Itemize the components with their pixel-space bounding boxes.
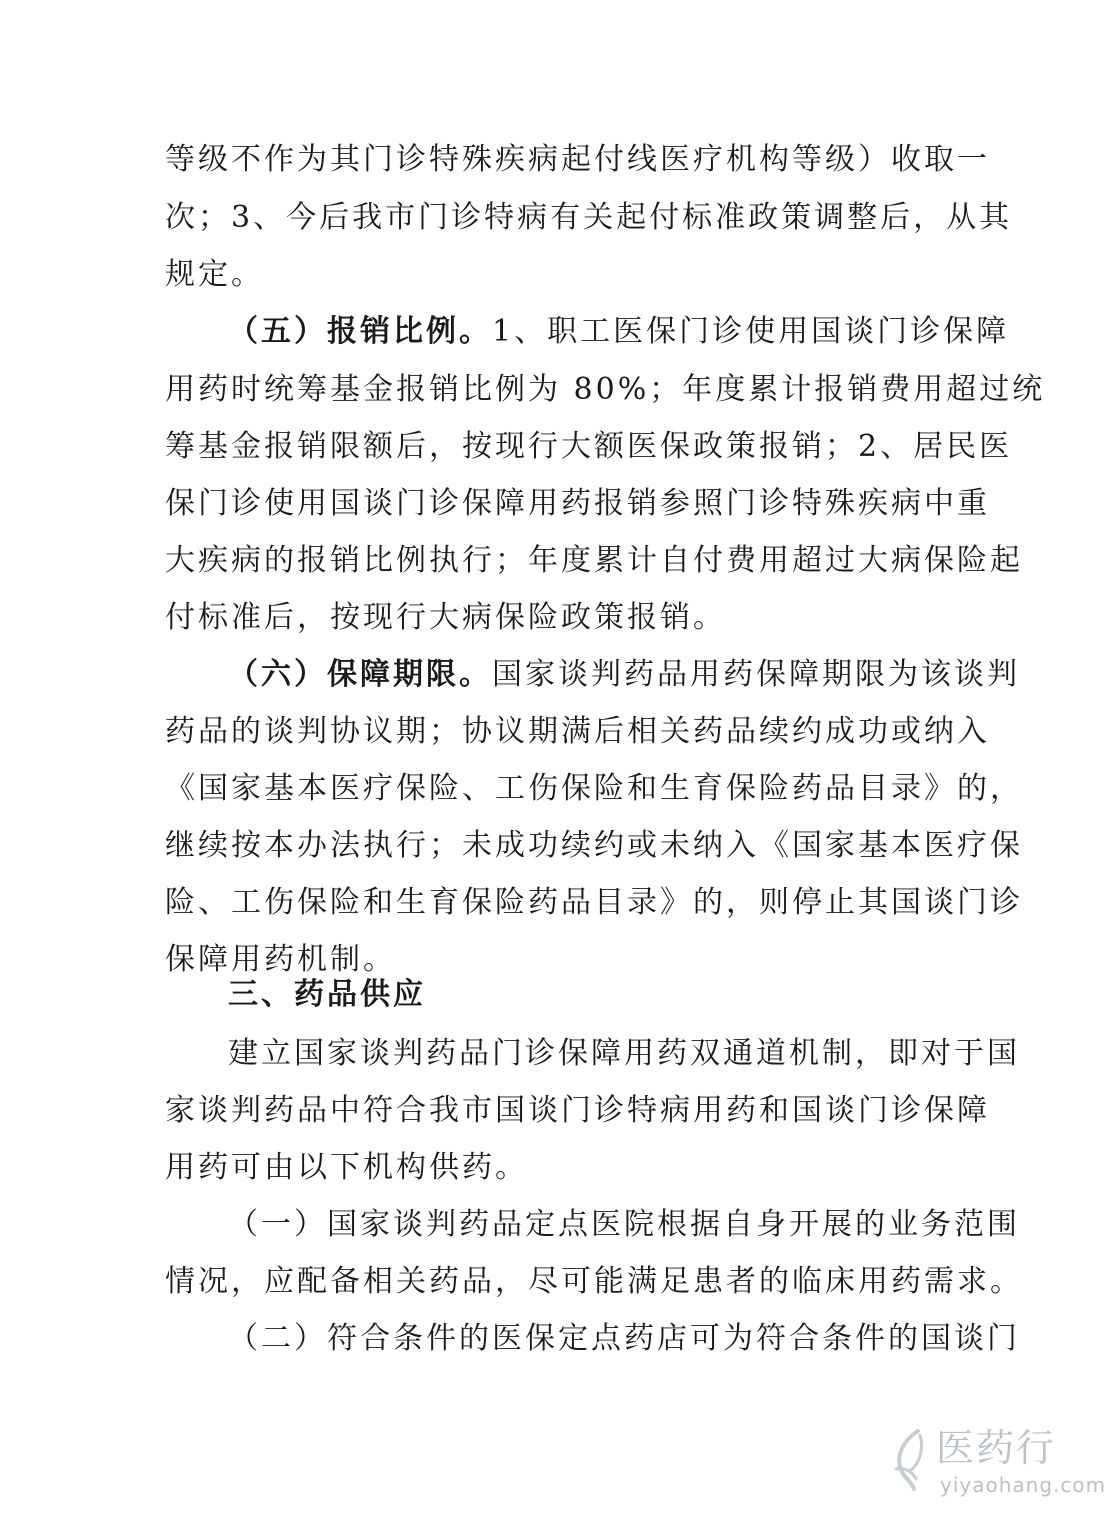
paragraph-line: 次；3、今后我市门诊特病有关起付标准政策调整后，从其 (165, 200, 1013, 235)
paragraph-line: 规定。 (165, 257, 264, 292)
paragraph-line: （五）报销比例。1、职工医保门诊使用国谈门诊保障 (228, 314, 1010, 349)
paragraph-line: （六）保障期限。国家谈判药品用药保障期限为该谈判 (228, 657, 1020, 692)
paragraph-line: （一）国家谈判药品定点医院根据自身开展的业务范围 (228, 1207, 1020, 1242)
paragraph-line: 用药可由以下机构供药。 (165, 1150, 528, 1185)
paragraph-line: 家谈判药品中符合我市国谈门诊特病用药和国谈门诊保障 (165, 1093, 990, 1128)
watermark-url: yiyaohang.com (940, 1473, 1106, 1497)
paragraph-line: 付标准后，按现行大病保险政策报销。 (165, 600, 726, 635)
paragraph-line: 大疾病的报销比例执行；年度累计自付费用超过大病保险起 (165, 543, 1023, 578)
paragraph-line: 继续按本办法执行；未成功续约或未纳入《国家基本医疗保 (165, 828, 1023, 863)
leaf-logo-icon (890, 1429, 930, 1491)
section-heading: （六）保障期限。 (228, 657, 492, 692)
section-title: 三、药品供应 (228, 977, 426, 1012)
paragraph-line: 用药时统筹基金报销比例为 80%；年度累计报销费用超过统 (165, 372, 1046, 407)
paragraph-line: 筹基金报销限额后，按现行大额医保政策报销；2、居民医 (165, 429, 1013, 464)
paragraph-line: 药品的谈判协议期；协议期满后相关药品续约成功或纳入 (165, 714, 990, 749)
watermark (890, 1425, 1106, 1505)
watermark-name: 医药行 (936, 1426, 1057, 1470)
section-heading: （五）报销比例。 (228, 314, 492, 349)
paragraph-line: 保障用药机制。 (165, 942, 396, 977)
paragraph-line: 险、工伤保险和生育保险药品目录》的，则停止其国谈门诊 (165, 885, 1023, 920)
paragraph-line: 《国家基本医疗保险、工伤保险和生育保险药品目录》的， (165, 771, 1023, 806)
paragraph-line: 等级不作为其门诊特殊疾病起付线医疗机构等级）收取一 (165, 142, 990, 177)
paragraph-line: 建立国家谈判药品门诊保障用药双通道机制，即对于国 (228, 1036, 1020, 1071)
paragraph-line: 情况，应配备相关药品，尽可能满足患者的临床用药需求。 (165, 1264, 1023, 1299)
paragraph-line: 保门诊使用国谈门诊保障用药报销参照门诊特殊疾病中重 (165, 486, 990, 521)
paragraph-line: （二）符合条件的医保定点药店可为符合条件的国谈门 (228, 1321, 1020, 1356)
